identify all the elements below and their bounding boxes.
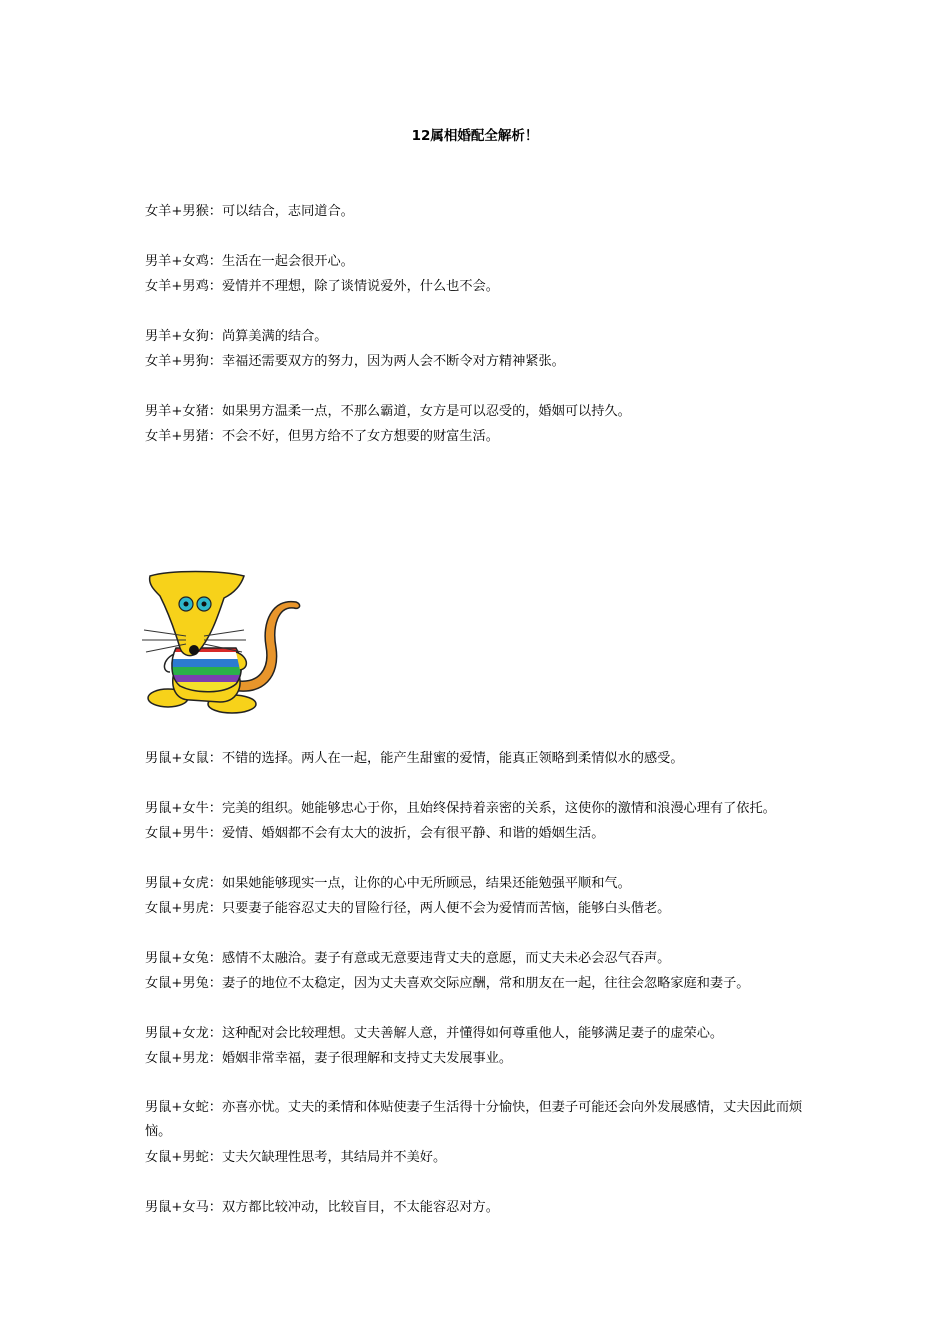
text-line: 男鼠+女兔：感情不太融洽。妻子有意或无意要违背丈夫的意愿，而丈夫未必会忍气吞声。	[145, 951, 671, 966]
text-line: 男羊+女狗：尚算美满的结合。	[145, 329, 328, 344]
text-line: 女鼠+男兔：妻子的地位不太稳定，因为丈夫喜欢交际应酬，常和朋友在一起，往往会忽略家庭和妻子。	[145, 976, 750, 991]
text-line: 男鼠+女牛：完美的组织。她能够忠心于你，且始终保持着亲密的关系，这使你的激情和浪漫心理有了依托。	[145, 801, 776, 816]
text-line: 男鼠+女鼠：不错的选择。两人在一起，能产生甜蜜的爱情，能真正领略到柔情似水的感受。	[145, 751, 684, 766]
cartoon-mouse-icon	[140, 568, 302, 718]
text-line: 女羊+男猴：可以结合，志同道合。	[145, 204, 354, 219]
text-line: 女鼠+男虎：只要妻子能容忍丈夫的冒险行径，两人便不会为爱情而苦恼，能够白头偕老。	[145, 901, 671, 916]
text-line: 男羊+女鸡：生活在一起会很开心。	[145, 254, 354, 269]
text-line: 男鼠+女蛇：亦喜亦忧。丈夫的柔情和体贴使妻子生活得十分愉快，但妻子可能还会向外发展感情，丈夫因此而烦恼。	[145, 1100, 803, 1139]
text-line: 女羊+男狗：幸福还需要双方的努力，因为两人会不断令对方精神紧张。	[145, 354, 565, 369]
text-line: 女鼠+男牛：爱情、婚姻都不会有太大的波折，会有很平静、和谐的婚姻生活。	[145, 826, 605, 841]
text-line: 男羊+女猪：如果男方温柔一点，不那么霸道，女方是可以忍受的，婚姻可以持久。	[145, 404, 631, 419]
text-line: 男鼠+女马：双方都比较冲动，比较盲目，不太能容忍对方。	[145, 1200, 499, 1215]
page-title: 12属相婚配全解析！	[411, 128, 539, 144]
text-line: 男鼠+女虎：如果她能够现实一点，让你的心中无所顾忌，结果还能勉强平顺和气。	[145, 876, 631, 891]
text-line: 女鼠+男龙：婚姻非常幸福，妻子很理解和支持丈夫发展事业。	[145, 1051, 513, 1066]
text-line: 女羊+男猪：不会不好，但男方给不了女方想要的财富生活。	[145, 429, 499, 444]
text-line: 女羊+男鸡：爱情并不理想，除了谈情说爱外，什么也不会。	[145, 279, 499, 294]
text-line: 女鼠+男蛇：丈夫欠缺理性思考，其结局并不美好。	[145, 1150, 447, 1165]
text-line: 男鼠+女龙：这种配对会比较理想。丈夫善解人意，并懂得如何尊重他人，能够满足妻子的虚荣心。	[145, 1026, 724, 1041]
